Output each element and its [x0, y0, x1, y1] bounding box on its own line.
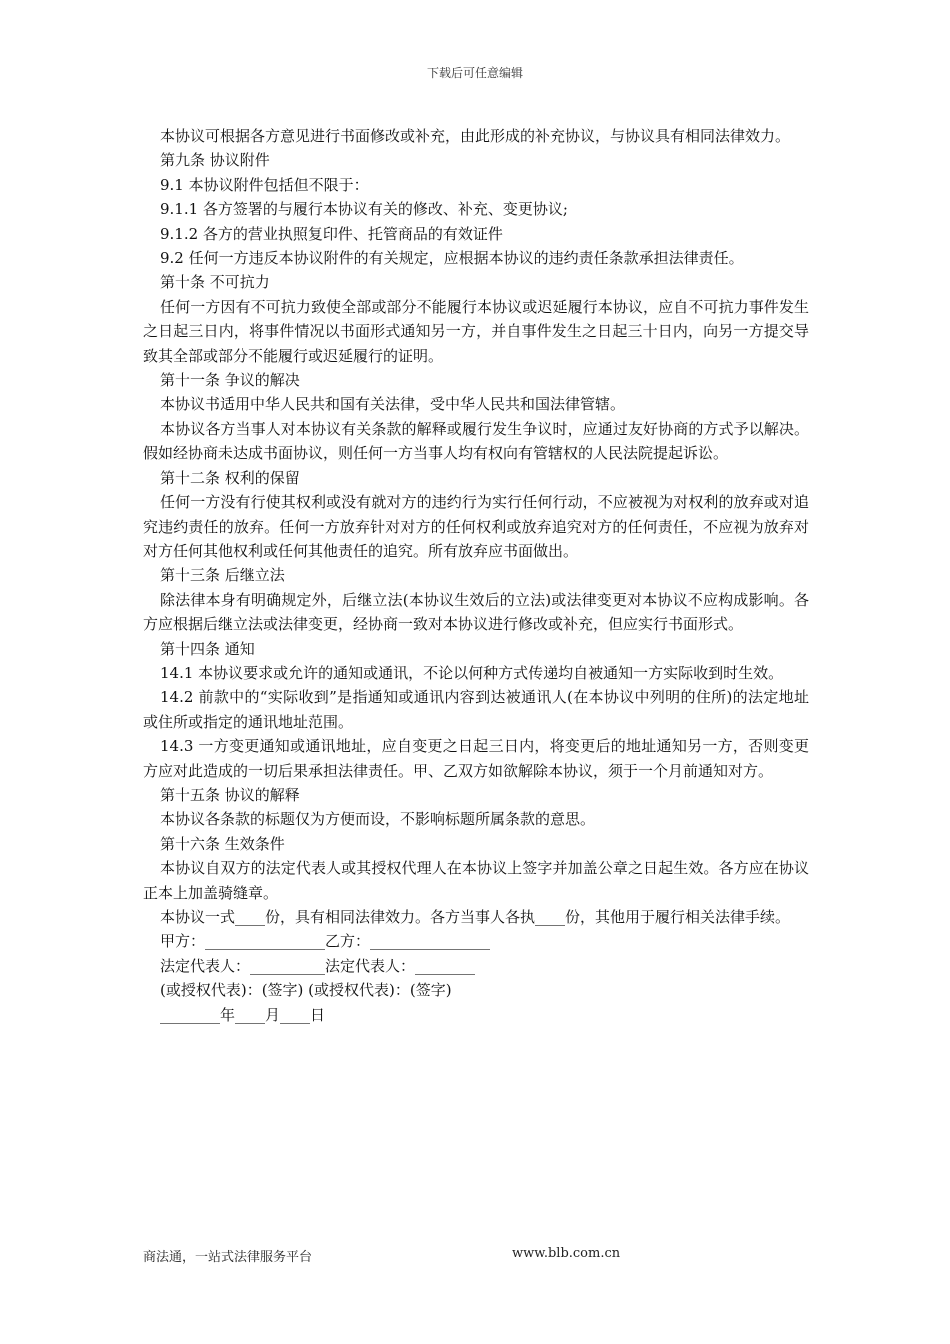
paragraph: 任何一方因有不可抗力致使全部或部分不能履行本协议或迟延履行本协议，应自不可抗力事件发生之日起三日内，将事件情况以书面形式通知另一方，并自事件发生之日起三十日内，向另一方提交导致其全部或部分不能履行或迟延履行的证明。 [143, 297, 809, 365]
signature-line-parties: 甲方：________________乙方：________________ [160, 932, 491, 951]
paragraph: 本协议各条款的标题仅为方便而设，不影响标题所属条款的意思。 [160, 810, 596, 829]
paragraph: 本协议各方当事人对本协议有关条款的解释或履行发生争议时，应通过友好协商的方式予以解决。假如经协商未达成书面协议，则任何一方当事人均有权向有管辖权的人民法院提起诉讼。 [143, 419, 809, 463]
section-heading: 第九条 协议附件 [160, 151, 270, 170]
footer-platform-name: 商法通，一站式法律服务平台 [143, 1250, 313, 1265]
footer-website: www.blb.com.cn [512, 1246, 621, 1261]
signature-line-representatives: 法定代表人：__________法定代表人：________ [160, 956, 476, 975]
paragraph: 14.2 前款中的“实际收到”是指通知或通讯内容到达被通讯人(在本协议中列明的住所)的法定地址或住所或指定的通讯地址范围。 [143, 688, 809, 731]
paragraph: 14.1 本协议要求或允许的通知或通讯，不论以何种方式传递均自被通知一方实际收到时生效。 [160, 663, 784, 682]
paragraph: 本协议一式____份，具有相同法律效力。各方当事人各执____份，其他用于履行相关法律手续。 [160, 908, 791, 926]
section-heading: 第十四条 通知 [160, 639, 255, 658]
signature-line-date: ________年____月____日 [160, 1005, 326, 1024]
paragraph: 任何一方没有行使其权利或没有就对方的违约行为实行任何行动，不应被视为对权利的放弃或对追究违约责任的放弃。任何一方放弃针对对方的任何权利或放弃追究对方的任何责任，不应视为放弃对对方任何其他权利或任何其他责任的追究。所有放弃应书面做出。 [143, 493, 809, 560]
document-body [143, 124, 809, 1027]
section-heading: 第十条 不可抗力 [160, 273, 270, 292]
section-heading: 第十五条 协议的解释 [160, 785, 300, 804]
section-heading: 第十二条 权利的保留 [160, 468, 300, 487]
page-header-note: 下载后可任意编辑 [426, 66, 523, 80]
paragraph: 本协议书适用中华人民共和国有关法律，受中华人民共和国法律管辖。 [160, 395, 626, 414]
paragraph: 9.2 任何一方违反本协议附件的有关规定，应根据本协议的违约责任条款承担法律责任。 [160, 249, 744, 268]
section-heading: 第十六条 生效条件 [160, 834, 285, 853]
section-heading: 第十一条 争议的解决 [160, 371, 300, 390]
paragraph: 9.1 本协议附件包括但不限于： [160, 175, 369, 194]
paragraph: 除法律本身有明确规定外，后继立法(本协议生效后的立法)或法律变更对本协议不应构成影响。各方应根据后继立法或法律变更，经协商一致对本协议进行修改或补充，但应实行书面形式。 [143, 590, 809, 634]
signature-line-authorized: (或授权代表)：(签字) (或授权代表)：(签字) [160, 981, 452, 1000]
paragraph: 本协议自双方的法定代表人或其授权代理人在本协议上签字并加盖公章之日起生效。各方应在协议正本上加盖骑缝章。 [143, 859, 809, 902]
paragraph: 9.1.1 各方签署的与履行本协议有关的修改、补充、变更协议; [160, 200, 568, 219]
paragraph: 本协议可根据各方意见进行书面修改或补充，由此形成的补充协议，与协议具有相同法律效力。 [160, 127, 791, 145]
section-heading: 第十三条 后继立法 [160, 566, 285, 585]
paragraph: 9.1.2 各方的营业执照复印件、托管商品的有效证件 [160, 224, 503, 243]
paragraph: 14.3 一方变更通知或通讯地址，应自变更之日起三日内，将变更后的地址通知另一方，否则变更方应对此造成的一切后果承担法律责任。甲、乙双方如欲解除本协议，须于一个月前通知对方。 [143, 737, 809, 780]
